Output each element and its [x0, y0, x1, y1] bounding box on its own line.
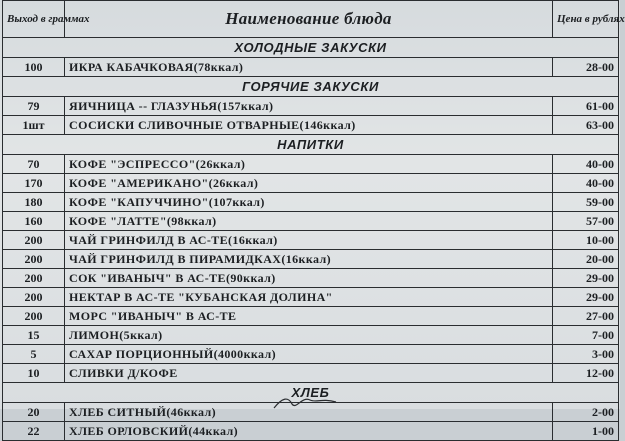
header-name: Наименование блюда: [65, 1, 553, 38]
table-row: [3, 231, 619, 250]
section-title: ГОРЯЧИЕ ЗАКУСКИ: [3, 77, 619, 97]
table-row: [3, 422, 619, 441]
item-name: ХЛЕБ ОРЛОВСКИЙ(44ккал): [65, 422, 553, 441]
item-price: 61-00: [553, 97, 619, 116]
item-name: КОФЕ "КАПУЧЧИНО"(107ккал): [65, 193, 553, 212]
table-row: [3, 269, 619, 288]
item-price: 28-00: [553, 58, 619, 77]
item-name: САХАР ПОРЦИОННЫЙ(4000ккал): [65, 345, 553, 364]
item-price: 12-00: [553, 364, 619, 383]
table-row: [3, 116, 619, 135]
item-price: 3-00: [553, 345, 619, 364]
item-price: 27-00: [553, 307, 619, 326]
item-out: 200: [3, 307, 65, 326]
section-title: ХЛЕБ: [3, 383, 619, 403]
item-out: 79: [3, 97, 65, 116]
item-price: 1-00: [553, 422, 619, 441]
table-row: [3, 155, 619, 174]
item-price: 40-00: [553, 174, 619, 193]
item-out: 200: [3, 269, 65, 288]
table-row: [3, 288, 619, 307]
item-price: 7-00: [553, 326, 619, 345]
table-row: [3, 364, 619, 383]
table-row: [3, 326, 619, 345]
section-row: [3, 77, 619, 97]
item-name: КОФЕ "ЭСПРЕССО"(26ккал): [65, 155, 553, 174]
menu-body: [3, 38, 619, 441]
table-row: [3, 212, 619, 231]
item-price: 40-00: [553, 155, 619, 174]
item-name: КОФЕ "АМЕРИКАНО"(26ккал): [65, 174, 553, 193]
table-row: [3, 307, 619, 326]
header-price: Цена в рублях: [553, 1, 619, 38]
item-out: 15: [3, 326, 65, 345]
item-out: 200: [3, 288, 65, 307]
item-name: НЕКТАР В АС-ТЕ "КУБАНСКАЯ ДОЛИНА": [65, 288, 553, 307]
signature-mark: [270, 394, 340, 409]
item-price: 10-00: [553, 231, 619, 250]
item-name: МОРС "ИВАНЫЧ" В АС-ТЕ: [65, 307, 553, 326]
item-price: 63-00: [553, 116, 619, 135]
item-name: ХЛЕБ СИТНЫЙ(46ккал): [65, 403, 553, 422]
item-name: КОФЕ "ЛАТТЕ"(98ккал): [65, 212, 553, 231]
item-out: 200: [3, 231, 65, 250]
item-price: 29-00: [553, 269, 619, 288]
table-row: [3, 193, 619, 212]
section-title: НАПИТКИ: [3, 135, 619, 155]
item-price: 57-00: [553, 212, 619, 231]
item-out: 200: [3, 250, 65, 269]
menu-table: [2, 0, 625, 441]
item-name: ЧАЙ ГРИНФИЛД В ПИРАМИДКАХ(16ккал): [65, 250, 553, 269]
item-name: ИКРА КАБАЧКОВАЯ(78ккал): [65, 58, 553, 77]
section-title: ХОЛОДНЫЕ ЗАКУСКИ: [3, 38, 619, 58]
item-price: 29-00: [553, 288, 619, 307]
table-row: [3, 174, 619, 193]
item-out: 20: [3, 403, 65, 422]
section-row: [3, 135, 619, 155]
item-out: 170: [3, 174, 65, 193]
header-out: Выход в граммах: [3, 1, 65, 38]
header-row: [3, 1, 619, 38]
item-name: СОК "ИВАНЫЧ" В АС-ТЕ(90ккал): [65, 269, 553, 288]
item-name: ЛИМОН(5ккал): [65, 326, 553, 345]
item-out: 180: [3, 193, 65, 212]
table-row: [3, 97, 619, 116]
section-row: [3, 38, 619, 58]
item-out: 1шт: [3, 116, 65, 135]
item-name: ЧАЙ ГРИНФИЛД В АС-ТЕ(16ккал): [65, 231, 553, 250]
item-price: 20-00: [553, 250, 619, 269]
item-out: 5: [3, 345, 65, 364]
item-out: 10: [3, 364, 65, 383]
item-name: СОСИСКИ СЛИВОЧНЫЕ ОТВАРНЫЕ(146ккал): [65, 116, 553, 135]
item-out: 160: [3, 212, 65, 231]
item-out: 100: [3, 58, 65, 77]
item-out: 70: [3, 155, 65, 174]
item-price: 2-00: [553, 403, 619, 422]
table-row: [3, 345, 619, 364]
item-price: 59-00: [553, 193, 619, 212]
item-name: СЛИВКИ Д/КОФЕ: [65, 364, 553, 383]
item-name: ЯИЧНИЦА -- ГЛАЗУНЬЯ(157ккал): [65, 97, 553, 116]
table-row: [3, 58, 619, 77]
item-out: 22: [3, 422, 65, 441]
table-row: [3, 250, 619, 269]
